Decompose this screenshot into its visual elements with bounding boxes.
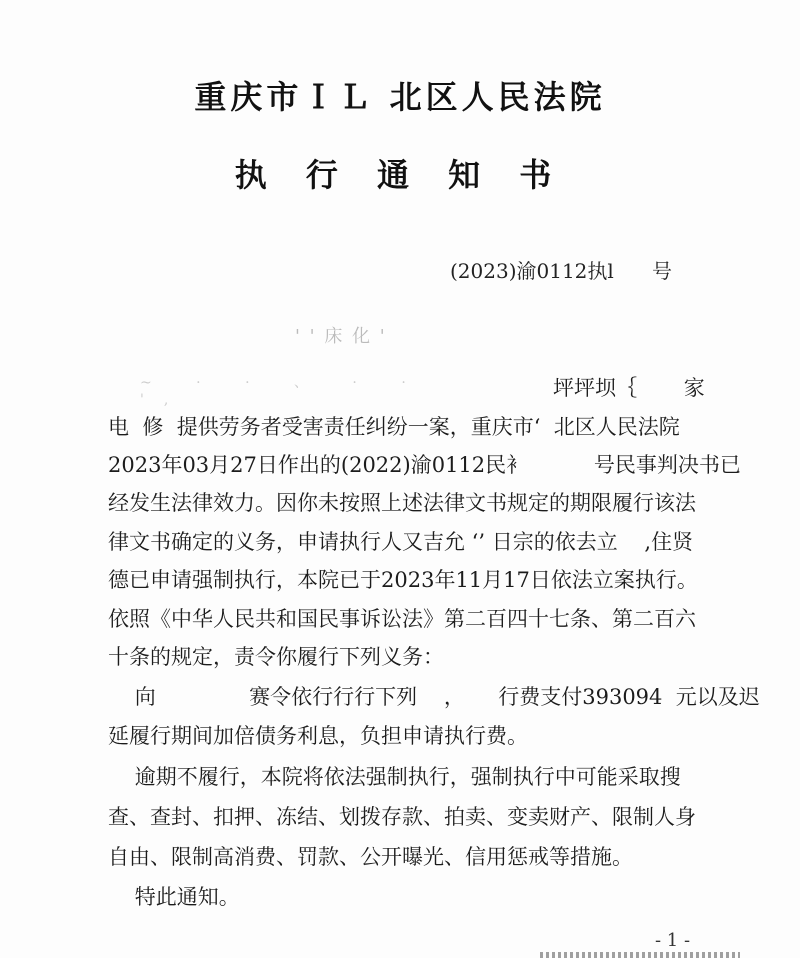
court-name-title: 重庆市ＩＬ 北区人民法院 — [194, 78, 606, 116]
body-line-6: 德已申请强制执行，本院已于2023年11月17日依法立案执行。 — [108, 568, 698, 592]
body-line-3: 2023年03月27日作出的(2022)渝0112民衤 号民事判决书已 — [108, 453, 741, 477]
body-line-13: 自由、限制高消费、罚款、公开曝光、信用惩戒等措施。 — [108, 845, 633, 869]
body-line-4: 经发生法律效力。因你未按照上述法律文书规定的期限履行该法 — [108, 491, 696, 515]
case-number: (2023)渝0112执l 号 — [450, 259, 672, 283]
scan-edge-artifact — [540, 952, 740, 958]
redacted-fragment: ~ · · 、 · · ', — [140, 375, 426, 408]
body-line-12: 查、查封、扣押、冻结、划拨存款、拍卖、变卖财产、限制人身 — [108, 805, 696, 829]
body-line-7: 依照《中华人民共和国民事诉讼法》第二百四十七条、第二百六 — [108, 607, 696, 631]
body-line-1-right: 坪坪坝｛ 家 — [553, 376, 705, 400]
body-line-9: 向 赛令依行行行下列 ， 行费支付393094 元以及迟 — [108, 685, 760, 709]
document-title: 执 行 通 知 书 — [234, 156, 566, 194]
body-line-2: 电 修 提供劳务者受害责任纠纷一案，重庆市‘ 北区人民法院 — [108, 415, 680, 439]
body-line-11: 逾期不履行，本院将依法强制执行，强制执行中可能采取搜 — [108, 765, 681, 789]
body-line-5: 律文书确定的义务，申请执行人又吉允 ‘’ 日宗的依去立 ,住贤 — [108, 530, 694, 554]
addressee-redacted: ' ' 床 化 ' — [295, 326, 387, 347]
page-number: - 1 - — [655, 930, 691, 951]
body-line-10: 延履行期间加倍债务利息，负担申请执行费。 — [108, 724, 528, 748]
body-line-14: 特此通知。 — [108, 885, 240, 909]
body-line-8: 十条的规定，责令你履行下列义务： — [108, 645, 444, 669]
